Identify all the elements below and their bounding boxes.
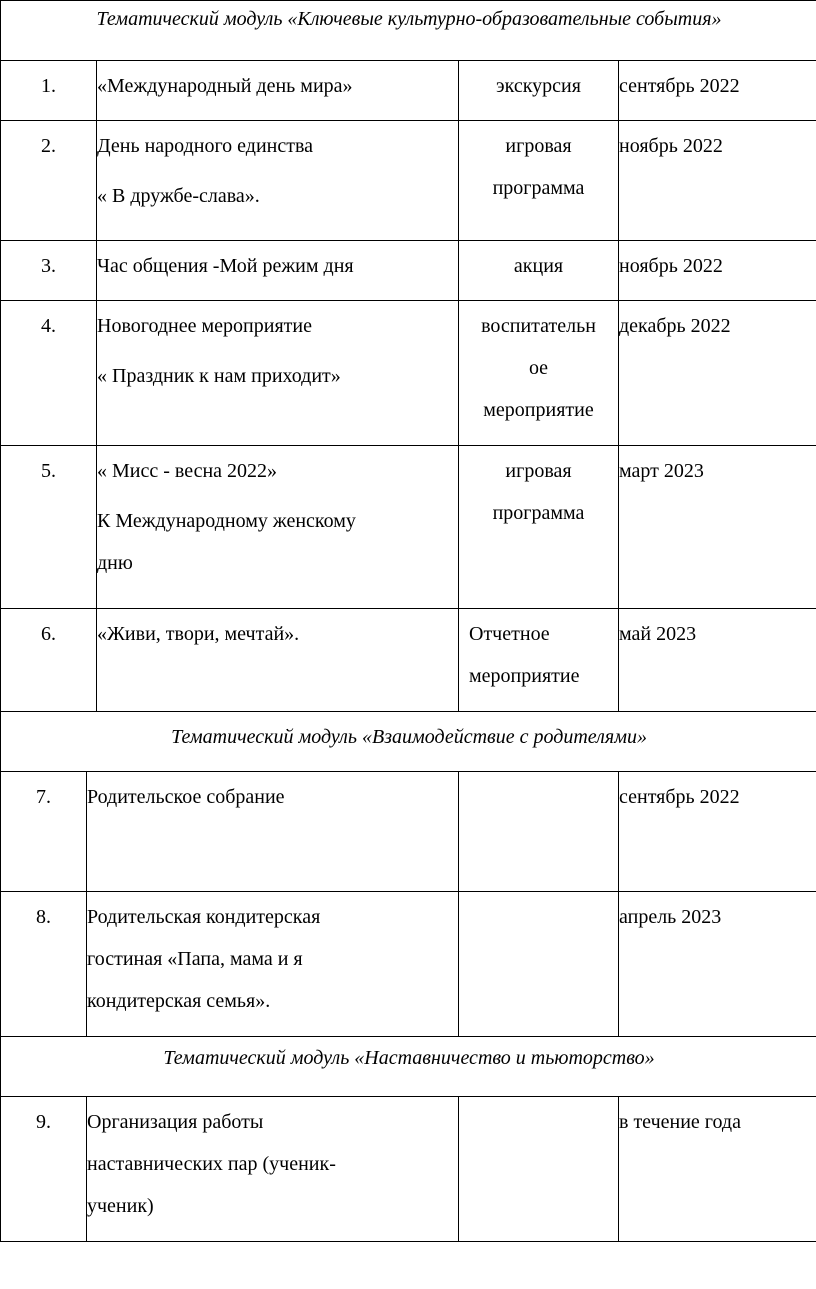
event-form: Отчетное мероприятие (459, 609, 619, 712)
table-row (1, 121, 816, 241)
module-title-mentoring: Тематический модуль «Наставничество и тьюторство» (1, 1037, 816, 1097)
event-date: сентябрь 2022 (619, 61, 816, 121)
event-name: Час общения -Мой режим дня (97, 241, 459, 301)
module-title-key-events: Тематический модуль «Ключевые культурно-образовательные события» (1, 1, 816, 61)
table-row (1, 892, 816, 1037)
event-date: май 2023 (619, 609, 816, 712)
row-number: 7. (1, 772, 87, 892)
event-date: декабрь 2022 (619, 301, 816, 446)
event-name: Родительская кондитерская гостиная «Папа, мама и я кондитерская семья». (87, 892, 459, 1037)
row-number: 4. (1, 301, 97, 446)
event-name: Родительское собрание (87, 772, 459, 892)
event-form (459, 892, 619, 1037)
table-row (1, 772, 816, 892)
table-row (1, 241, 816, 301)
table-row (1, 61, 816, 121)
table-row (1, 1097, 816, 1242)
event-form: игровая программа (459, 446, 619, 609)
event-form (459, 772, 619, 892)
table-row (1, 446, 816, 609)
row-number: 5. (1, 446, 97, 609)
event-form (459, 1097, 619, 1242)
module-header-row (1, 712, 816, 772)
event-name: День народного единства « В дружбе-слава». (97, 121, 459, 241)
event-date: ноябрь 2022 (619, 241, 816, 301)
event-date: сентябрь 2022 (619, 772, 816, 892)
event-name: «Международный день мира» (97, 61, 459, 121)
event-name: Новогоднее мероприятие « Праздник к нам приходит» (97, 301, 459, 446)
row-number: 1. (1, 61, 97, 121)
module-header-row (1, 1037, 816, 1097)
row-number: 3. (1, 241, 97, 301)
event-name: Организация работы наставнических пар (ученик- ученик) (87, 1097, 459, 1242)
event-form: воспитательн ое мероприятие (459, 301, 619, 446)
row-number: 9. (1, 1097, 87, 1242)
module-header-row (1, 1, 816, 61)
table-row (1, 609, 816, 712)
event-form: экскурсия (459, 61, 619, 121)
row-number: 6. (1, 609, 97, 712)
event-date: апрель 2023 (619, 892, 816, 1037)
row-number: 8. (1, 892, 87, 1037)
row-number: 2. (1, 121, 97, 241)
event-name: « Мисс - весна 2022» К Международному женскому дню (97, 446, 459, 609)
event-date: март 2023 (619, 446, 816, 609)
event-name: «Живи, твори, мечтай». (97, 609, 459, 712)
table-row (1, 301, 816, 446)
event-form: акция (459, 241, 619, 301)
event-date: в течение года (619, 1097, 816, 1242)
event-form: игровая программа (459, 121, 619, 241)
event-date: ноябрь 2022 (619, 121, 816, 241)
module-title-parents: Тематический модуль «Взаимодействие с родителями» (1, 712, 816, 772)
